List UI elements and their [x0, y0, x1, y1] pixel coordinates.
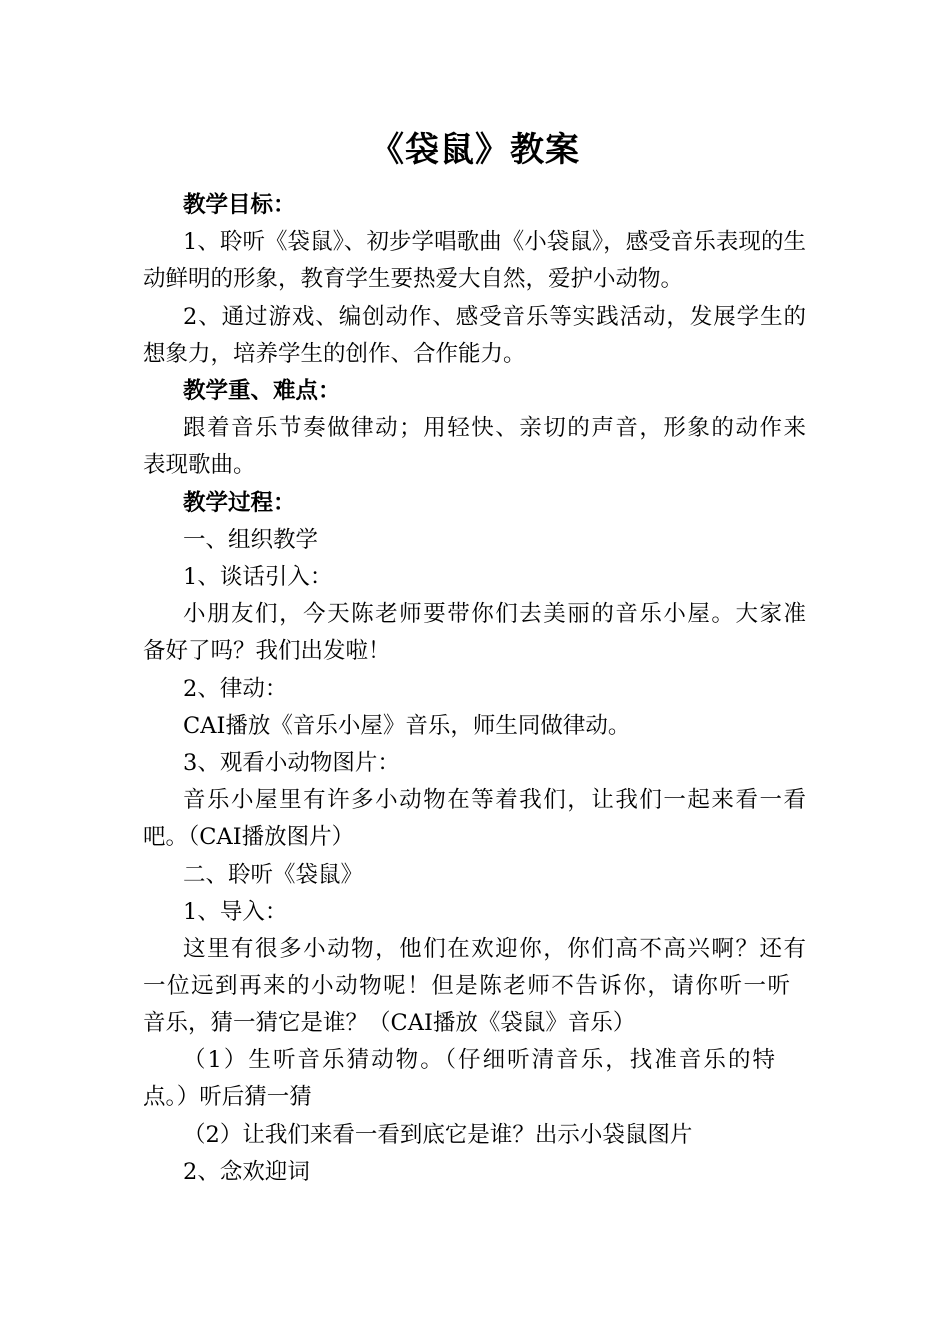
document-title: 《袋鼠》教案 — [370, 130, 580, 170]
paragraph-line: 2、念欢迎词 — [183, 1159, 310, 1185]
paragraph-line: （1）生听音乐猜动物。（仔细听清音乐，找准音乐的特 — [183, 1047, 775, 1073]
paragraph-line: 音乐小屋里有许多小动物在等着我们，让我们一起来看一看 — [183, 787, 806, 813]
section-heading-key-points: 教学重、难点： — [183, 378, 341, 404]
paragraph-line: 音乐，猜一猜它是谁？（CAI播放《袋鼠》音乐） — [143, 1010, 636, 1036]
paragraph-line: 想象力，培养学生的创作、合作能力。 — [143, 341, 526, 367]
paragraph-line: 备好了吗？我们出发啦！ — [143, 638, 391, 664]
section-heading-objectives: 教学目标： — [183, 192, 296, 218]
paragraph-line: 1、谈话引入： — [183, 564, 333, 590]
section-heading-process: 教学过程： — [183, 490, 296, 516]
paragraph-line: 2、律动： — [183, 676, 288, 702]
paragraph-line: 3、观看小动物图片： — [183, 750, 400, 776]
paragraph-line: 一位远到再来的小动物呢！但是陈老师不告诉你，请你听一听 — [143, 973, 790, 999]
paragraph-line: 吧。（CAI播放图片） — [143, 824, 355, 850]
paragraph-line: 1、导入： — [183, 899, 288, 925]
paragraph-line: 这里有很多小动物，他们在欢迎你，你们高不高兴啊？还有 — [183, 936, 806, 962]
paragraph-line: 点。）听后猜一猜 — [143, 1084, 312, 1110]
paragraph-line: 跟着音乐节奏做律动；用轻快、亲切的声音，形象的动作来 — [183, 415, 806, 441]
paragraph-line: CAI播放《音乐小屋》音乐，师生同做律动。 — [183, 713, 631, 739]
paragraph-line: 表现歌曲。 — [143, 452, 256, 478]
paragraph-line: 二、聆听《袋鼠》 — [183, 862, 364, 888]
paragraph-line: 1、聆听《袋鼠》、初步学唱歌曲《小袋鼠》，感受音乐表现的生 — [183, 229, 806, 255]
paragraph-line: 动鲜明的形象，教育学生要热爱大自然，爱护小动物。 — [143, 266, 684, 292]
paragraph-line: 一、组织教学 — [183, 527, 319, 553]
paragraph-line: 2、通过游戏、编创动作、感受音乐等实践活动，发展学生的 — [183, 304, 806, 330]
paragraph-line: （2）让我们来看一看到底它是谁？出示小袋鼠图片 — [183, 1122, 693, 1148]
paragraph-line: 小朋友们，今天陈老师要带你们去美丽的音乐小屋。大家准 — [183, 601, 806, 627]
